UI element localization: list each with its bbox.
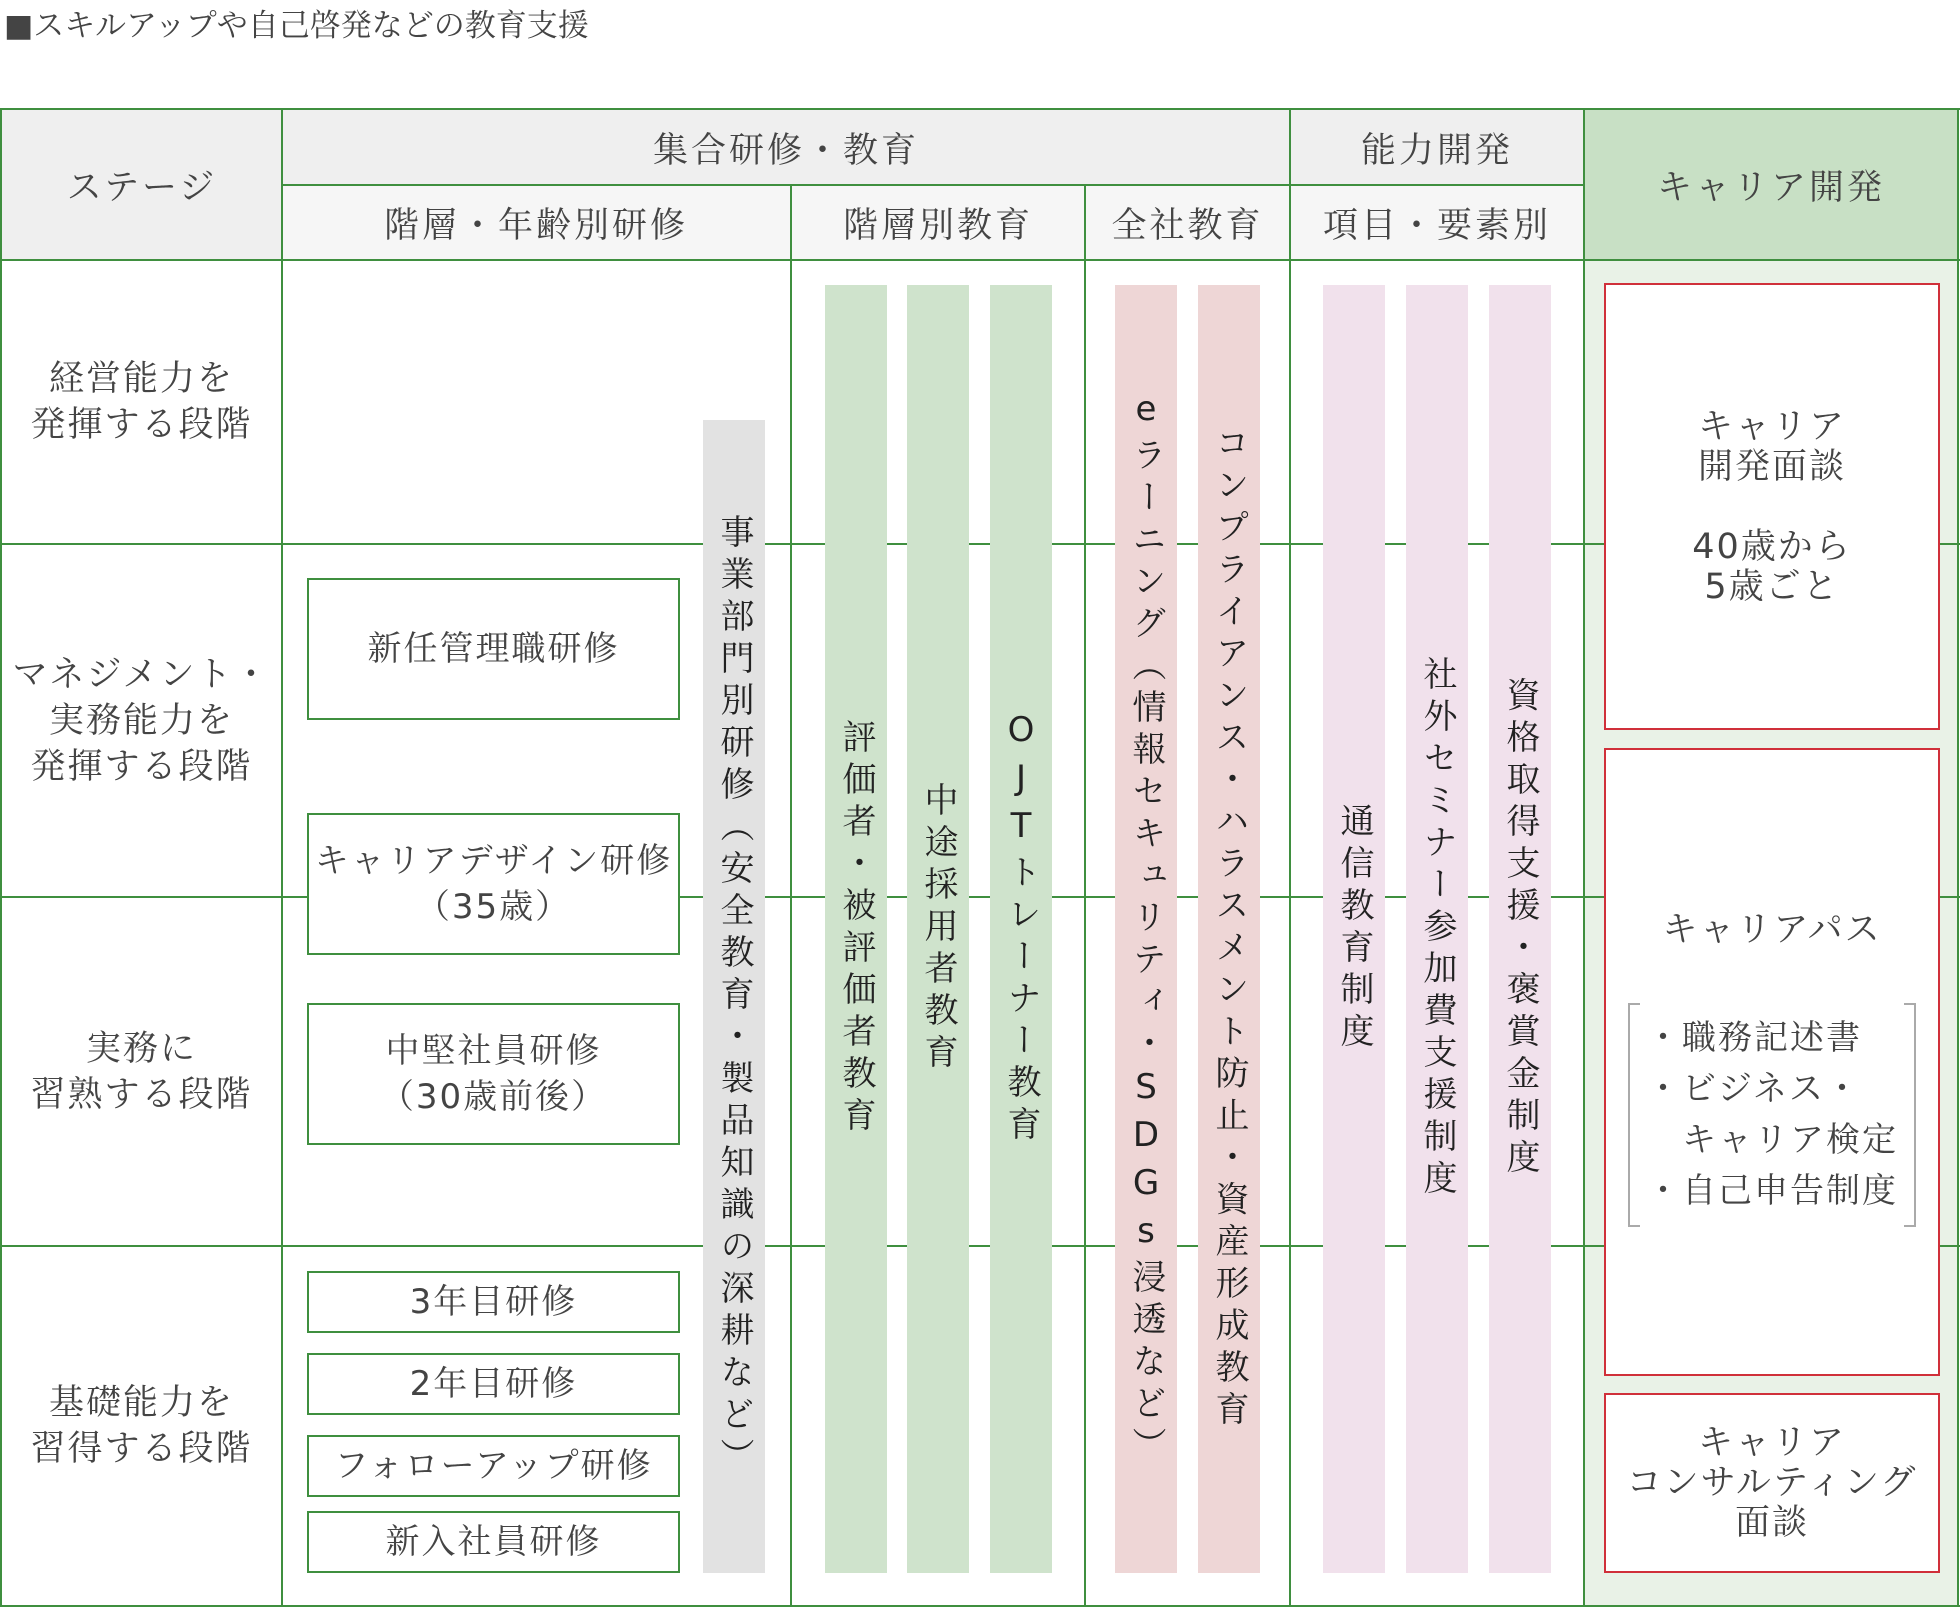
career-consulting-text: キャリア コンサルティング 面談 xyxy=(1626,1423,1918,1543)
stage-manage-practice: マネジメント・ 実務能力を 発揮する段階 xyxy=(12,654,271,787)
career-path-title: キャリアパス xyxy=(1662,910,1882,950)
career-consulting-box xyxy=(1604,1393,1940,1573)
career-path-bracket-left xyxy=(1628,1003,1640,1227)
bar-evaluator xyxy=(825,285,887,1573)
career-interview-text: キャリア 開発面談 40歳から 5歳ごと xyxy=(1692,406,1852,607)
program-third-year: 3年目研修 xyxy=(307,1271,680,1333)
bar-midcareer-label: 中途採用者教育 xyxy=(918,782,958,1076)
grid-line-level xyxy=(790,184,792,1607)
program-second-year: 2年目研修 xyxy=(307,1353,680,1415)
bar-compliance-label: コンプライアンス・ハラスメント防止・資産形成教育 xyxy=(1209,425,1249,1433)
bar-midcareer xyxy=(907,285,969,1573)
program-career-design: キャリアデザイン研修 （35歳） xyxy=(307,813,680,955)
bar-seminar xyxy=(1406,285,1468,1573)
header-career-dev: キャリア開発 xyxy=(1656,168,1885,208)
grid-line-stage xyxy=(281,108,283,1607)
bar-elearning-label: eラーニング（情報セキュリティ・SDGs浸透など） xyxy=(1126,389,1166,1469)
program-follow-up: フォローアップ研修 xyxy=(307,1435,680,1497)
stage-foundation: 基礎能力を 習得する段階 xyxy=(30,1383,253,1469)
bar-correspondence-label: 通信教育制度 xyxy=(1334,803,1374,1055)
header-ability-dev: 能力開発 xyxy=(1360,130,1513,171)
bar-qualification xyxy=(1489,285,1551,1573)
bar-elearning xyxy=(1115,285,1177,1573)
bar-qualification-label: 資格取得支援・褒賞金制度 xyxy=(1500,677,1540,1181)
bar-seminar-label: 社外セミナー参加費支援制度 xyxy=(1417,656,1457,1202)
stage-proficiency: 実務に 習熟する段階 xyxy=(30,1028,253,1115)
career-path-items: ・職務記述書 ・ビジネス・ キャリア検定 ・自己申告制度 xyxy=(1646,1018,1898,1211)
subheader-level-age: 階層・年齢別研修 xyxy=(383,206,688,246)
bar-compliance xyxy=(1198,285,1260,1573)
program-new-manager: 新任管理職研修 xyxy=(307,578,680,720)
bar-ojt xyxy=(990,285,1052,1573)
subheader-item: 項目・要素別 xyxy=(1322,206,1551,246)
bar-correspondence xyxy=(1323,285,1385,1573)
subheader-company: 全社教育 xyxy=(1111,206,1264,246)
bar-evaluator-label: 評価者・被評価者教育 xyxy=(836,719,876,1139)
bar-ojt-label: OJTトレーナー教育 xyxy=(1001,710,1041,1148)
grid-line-right xyxy=(1957,108,1959,1607)
bar-division-label: 事業部門別研修（安全教育・製品知識の深耕など） xyxy=(714,513,754,1480)
career-path-box xyxy=(1604,748,1940,1376)
grid-line-ability xyxy=(1583,108,1585,1607)
grid-line-tier xyxy=(1084,184,1086,1607)
stage-management: 経営能力を 発揮する段階 xyxy=(30,359,253,445)
program-new-employee: 新入社員研修 xyxy=(307,1511,680,1573)
header-stage: ステージ xyxy=(66,168,218,208)
program-midlevel: 中堅社員研修 （30歳前後） xyxy=(307,1003,680,1145)
bar-division-training xyxy=(703,420,765,1573)
subheader-tier: 階層別教育 xyxy=(842,206,1033,246)
grid-line-company xyxy=(1289,108,1291,1607)
grid-line-bottom xyxy=(0,1605,1960,1607)
header-group-training: 集合研修・教育 xyxy=(652,130,919,171)
page-title: ■スキルアップや自己啓発などの教育支援 xyxy=(4,8,589,44)
career-interview-box xyxy=(1604,283,1940,730)
